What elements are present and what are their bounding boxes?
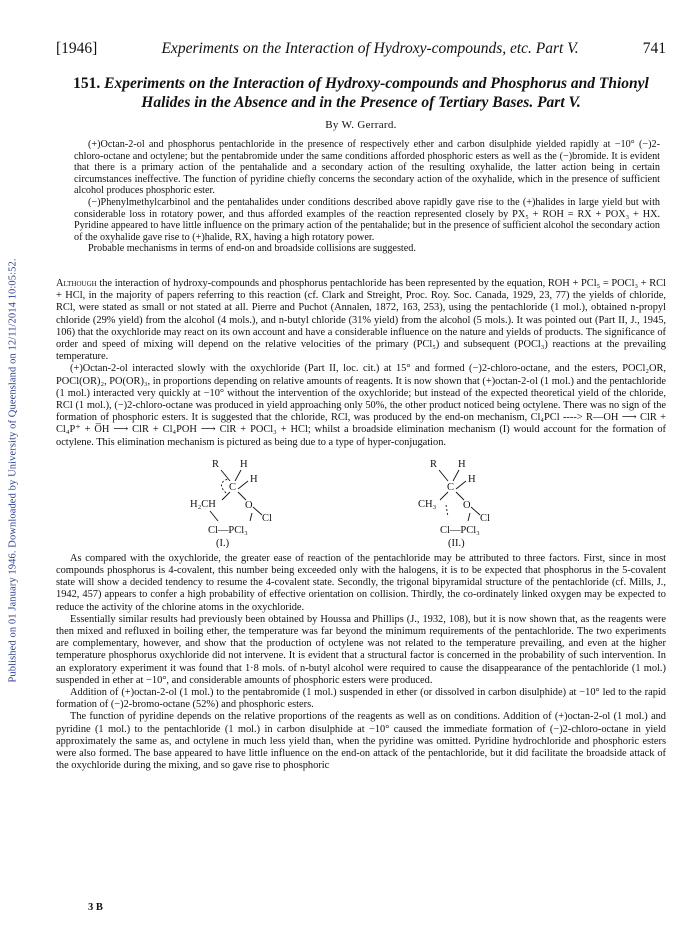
scheme-i-label: (I.) [216, 537, 230, 549]
scheme-ii-h-right: H [468, 473, 476, 485]
printer-signature: 3 B [88, 902, 103, 913]
scheme-ii-cl-bottom: Cl—PCl₃ [440, 524, 480, 536]
body-paragraph-3: As compared with the oxychloride, the greater ease of reaction of the pentachloride may be attributed to three factors. First, since in most compounds phosphorus is 4-covalent, this number being exceeded only with the halogens, it is to be expected that phosphorus in the 5-covalent state will show a decided tendency to resume the 4-covalent state. Secondly, the trigonal bipyramidal structure of the pentachloride (cf. Mills, J., 1942, 457) appears to confer a high probability of effective orientation on collision. Thirdly, the co-ordinately linked oxygen may be expected to reduce the activity of the chlorine atoms in the oxychloride. [56, 552, 666, 613]
scheme-i-bond-c-o [238, 492, 246, 500]
scheme-ii-arrow-1 [446, 505, 448, 517]
scheme-ii-label: (II.) [448, 537, 465, 549]
mechanism-schemes [56, 455, 666, 549]
abstract-paragraph-3: Probable mechanisms in terms of end-on and broadside collisions are suggested. [88, 243, 416, 255]
scheme-i-ch: H₂CH [190, 498, 216, 510]
scheme-ii-h-top: H [458, 458, 466, 470]
abstract-paragraph-2: (−)Phenylmethylcarbinol and the pentahalides under conditions described above rapidly gave rise to the (+)halides in large yield but with considerable loss in rotatory power, and thus afforded examples of the reaction represented closely by PX₅ + ROH = RX + POX₃ + HX. Pyridine appeared to have little influence on the primary action of the pentahalide; but in the presence of sufficient alcohol the secondary action of the oxyhalide gave rise to (+)halide, RX, having a high rotatory power. [74, 196, 660, 243]
scheme-ii-bond-o-cl [471, 507, 480, 515]
body-paragraph-2: (+)Octan-2-ol interacted slowly with the oxychloride (Part II, loc. cit.) at 15° and formed (−)2-chloro-octane, and the esters, POCl₂OR, POCl(OR)₂, PO(OR)₃, in proportions depending on relative amounts of reagents. It is now shown that (+)octan-2-ol (1 mol.) and the pentachloride (1 mol.) interacted very quickly at −10° without the intervention of the oxychloride; but instead of the expected theoretical yield of the chloride, RCl (1 mol.), (−)2-chloro-octane was produced in yield approaching only 50%, the other product noticed being octylene. There was no sign of the formation of phosphoric esters. It is suggested that the chloride, RCl, was produced by the end-on mechanism, Cl₄PCl ----> R—OH ⟶ ClR + Cl₄P⁺ + O̅H ⟶ ClR + Cl₄POH ⟶ ClR + POCl₃ + HCl; whilst a broadside elimination mechanism (I) would account for the formation of octylene. This elimination mechanism is pictured as being due to a type of hyper-conjugation. [56, 363, 666, 448]
scheme-i-arrow-3 [250, 513, 252, 521]
scheme-ii-bond-c-o [456, 492, 464, 500]
scheme-i-cl-bottom: Cl—PCl₃ [208, 524, 248, 536]
scheme-i-h-top: H [240, 458, 248, 470]
scheme-i-bond-c-h [238, 481, 248, 489]
body-paragraph-6: The function of pyridine depends on the relative proportions of the reagents as well as on conditions. Addition of (+)octan-2-ol (1 mol.) and pyridine (1 mol.) to the pentachloride (1 mol.) in carbon disulphide at −10° caused the immediate formation of (−)2-chloro-octane in yield approximately the same as, and octylene in much less yield than, when the pyridine was omitted. Pyridine hydrochloride and phosphoric esters were also formed. The base appeared to have little influence on the end-on attack of the pentachloride, but it did facilitate the broadside attack of the oxychloride during the mixing, and so gave rise to phosphoric [56, 711, 666, 772]
running-head-title: Experiments on the Interaction of Hydroxy-compounds, etc. Part V. [161, 40, 579, 57]
scheme-i-h-right: H [250, 473, 258, 485]
scheme-ii-bond-c-ch [440, 492, 448, 500]
article-title [56, 74, 666, 112]
scheme-i-arrow-1 [221, 479, 228, 493]
scheme-i-bond-h [235, 470, 241, 481]
running-head-page: 741 [642, 40, 666, 57]
article-body [56, 278, 666, 773]
body-paragraph-5: Addition of (+)octan-2-ol (1 mol.) to the pentabromide (1 mol.) suspended in ether (or dissolved in carbon disulphide) at −10° led to the rapid formation of (−)2-bromo-octane (52%) and phosphoric esters. [56, 687, 666, 711]
scheme-ii-cl-right: Cl [480, 512, 490, 524]
scheme-i-bond-r [221, 470, 230, 481]
scheme-ii [400, 455, 540, 549]
article-title-text: Experiments on the Interaction of Hydroxy-compounds and Phosphorus and Thionyl Halides in the Absence and in the Presence of Tertiary Bases. Part V. [104, 75, 649, 111]
body-paragraph-4: Essentially similar results had previously been obtained by Houssa and Phillips (J., 1932, 108), but it is now shown that, as the reagents were then mixed and refluxed in boiling ether, the temperature was far beyond the minimum requirements of the pentachloride. The two experiments are complementary, however, and show that the production of octylene was not related to the temperature prevailing, and even at the higher temperature phosphorus oxychloride did not intervene. It is evident that a structural factor is concerned in the probability of such intervention. In an exploratory experiment it was found that 1·8 mols. of n-butyl alcohol were required to cause the disappearance of the pentachloride (1 mol.) suspended in ether at −10°, and considerable amounts of phosphoric esters were produced. [56, 613, 666, 686]
scheme-i-cl-right: Cl [262, 512, 272, 524]
publication-stamp [6, 120, 20, 820]
scheme-i-bond-c-ch [222, 492, 230, 500]
scheme-i-c: C [229, 481, 237, 493]
running-head-year: [1946] [56, 40, 98, 57]
scheme-ii-ch: CH₃ [418, 498, 437, 510]
scheme-ii-bond-r [439, 470, 448, 481]
article-number: 151. [73, 75, 101, 92]
author-line: By W. Gerrard. [325, 119, 397, 131]
scheme-i-bond-o-cl [253, 507, 262, 515]
scheme-i-o: O [245, 499, 253, 511]
scheme-ii-o: O [463, 499, 471, 511]
article-header [56, 74, 666, 131]
scheme-i-arrow-2 [210, 511, 218, 521]
scheme-ii-c: C [447, 481, 455, 493]
scheme-ii-r: R [430, 458, 438, 470]
scheme-i-r: R [212, 458, 220, 470]
body-paragraph-1-text: the interaction of hydroxy-compounds and phosphorus pentachloride has been represented by the equation, ROH + PCl₅ = POCl₃ + RCl + HCl, in the majority of papers referring to this reaction (cf. Clark and Streight, Proc. Roy. Soc. Canada, 1929, 23, 77) the yields of chloride, RCl, were stated as small or not stated at all. Pierre and Puchot (Annalen, 1872, 163, 253), using the pentachloride (1 mol.), obtained n-propyl chloride (29% yield) from the alcohol (4 mols.), and n-butyl chloride (31% yield) from the alcohol (5 mols.). It was pointed out (Part II, J., 1945, 106) that the oxychloride may react on its own account and have a considerable influence on the nature and yields of products. The significance of order and speed of mixing will depend on the relative velocities of the primary (PCl₅) and subsequent (POCl₃) reactions at the prevailing temperature. [56, 278, 666, 363]
scheme-ii-bond-c-h [456, 481, 466, 489]
scheme-i [182, 455, 322, 549]
running-head [56, 40, 666, 58]
lead-word: Although [56, 278, 97, 289]
body-paragraph-1 [56, 278, 666, 363]
scheme-ii-bond-h [453, 470, 459, 481]
abstract [74, 139, 660, 255]
publication-stamp-text: Published on 01 January 1946. Downloaded by University of Queensland on 12/11/2014 10:05:52. [7, 257, 19, 683]
scheme-ii-arrow-2 [468, 513, 470, 521]
abstract-paragraph-1: (+)Octan-2-ol and phosphorus pentachloride in the presence of respectively ether and carbon disulphide yielded rapidly at −10° (−)2-chloro-octane and octylene; but the pentabromide under the same conditions afforded phosphoric esters as well as the (−)bromide. It is evident that there is a primary action of the pentahalide and a secondary action of the resulting oxyhalide, the latter action being in certain circumstances ineffective. The function of pyridine chiefly concerns the secondary action of the oxyhalide, which in the presence of sufficient alcohol produces phosphoric ester. [74, 139, 660, 197]
